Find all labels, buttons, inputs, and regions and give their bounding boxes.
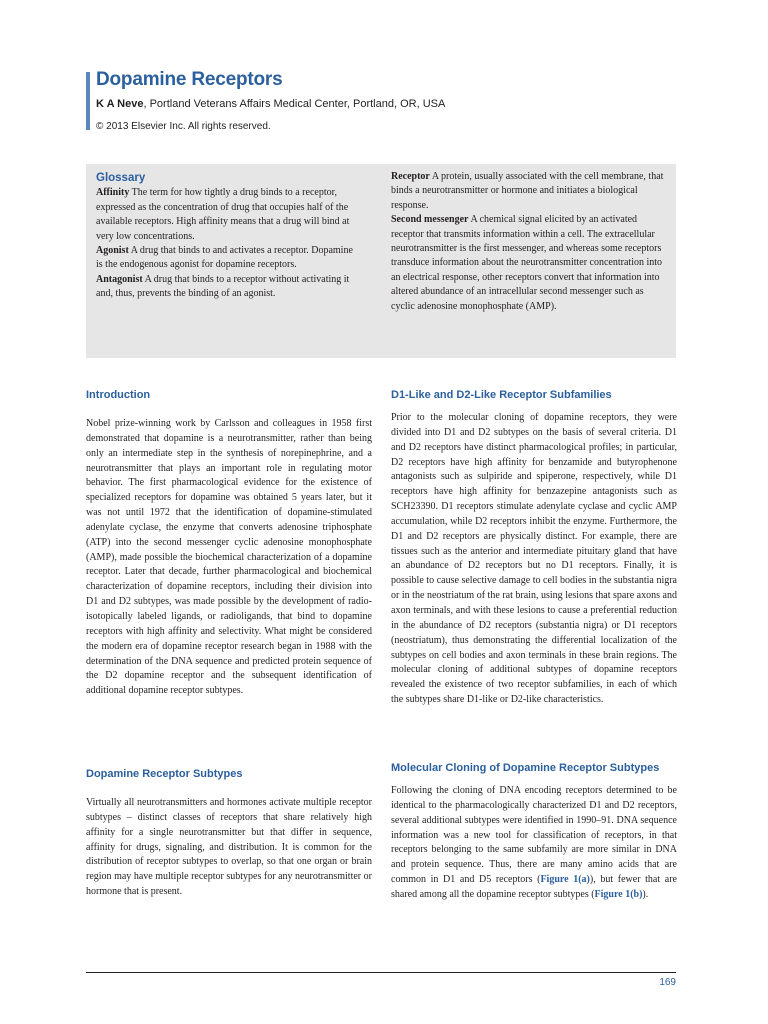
glossary-right-column <box>391 170 669 314</box>
glossary-entry <box>96 244 358 273</box>
cloning-body <box>391 784 677 903</box>
page-number: 169 <box>659 977 676 988</box>
glossary-left-column <box>96 171 358 302</box>
subtypes-body <box>86 796 372 900</box>
glossary-entry <box>391 170 669 213</box>
glossary-definition: A drug that binds to a receptor without activating it and, thus, prevents the binding of an agonist. <box>96 273 350 300</box>
introduction-body <box>86 417 372 699</box>
affiliation-text: , Portland Veterans Affairs Medical Center, Portland, OR, USA <box>143 98 446 110</box>
section-heading-subfamilies: D1-Like and D2-Like Receptor Subfamilies <box>391 389 612 401</box>
article-title: Dopamine Receptors <box>96 69 283 90</box>
glossary-entry <box>96 186 358 244</box>
author-name: K A Neve <box>96 98 144 110</box>
footer-rule <box>86 972 676 973</box>
subfamilies-body <box>391 411 677 708</box>
glossary-definition: A drug that binds to and activates a receptor. Dopamine is the endogenous agonist for dopamine receptors. <box>96 245 353 271</box>
subfamilies-paragraph: Prior to the molecular cloning of dopamine receptors, they were divided into D1 and D2 subtypes on the basis of several criteria. D1 and D2 receptors have distinct pharmacological profiles; in particular, D2 receptors have high affinity for benzamide and butyrophenone antagonists such as sulpiride and spiperone, respectively, while D1 receptors have high affinity for benzazepine antagonists such as SCH23390. D1 receptors stimulate adenylate cyclase and cyclic AMP accumulation, while D2 receptors inhibit the enzyme. Furthermore, the D1 and D2 receptors are physically distinct. For example, there are tissues such as the anterior and intermediate pituitary gland that have an abundance of D2 receptors but no D1 receptors. Finally, it is possible to cause selective damage to cell bodies in the substantia nigra or in the neostriatum of the rat brain, using lesions that spare axons and axon terminals, and with these lesions to cause a preferential reduction in the abundance of D2 receptors (substantia nigra) or D1 receptors (neostriatum), thus demonstrating the differential localization of the subtypes on cell bodies and axon terminals in these brain regions. The molecular cloning of additional subtypes of dopamine receptors revealed the existence of two receptor subfamilies, in each of which the subtypes share D1-like or D2-like characteristics. <box>391 412 677 706</box>
glossary-box <box>86 164 676 358</box>
section-heading-subtypes: Dopamine Receptor Subtypes <box>86 768 243 780</box>
glossary-term: Antagonist <box>96 273 143 285</box>
cloning-paragraph <box>391 784 677 903</box>
header-accent-bar <box>86 72 90 130</box>
glossary-definition: A chemical signal elicited by an activated receptor that transmits information within a cell. The extracellular neurotransmitter is the first messenger, and whereas some receptors transduce information about the neurotransmitter concentration into an electrical response, other receptors convert that information into altered abundance of an intracellular second messenger such as cyclic adenosine monophosphate (AMP). <box>391 214 663 312</box>
glossary-entry <box>96 273 358 302</box>
glossary-term: Agonist <box>96 245 129 257</box>
cloning-text-c: ). <box>642 888 649 900</box>
figure-1a-link[interactable]: Figure 1(a) <box>540 874 590 886</box>
section-heading-introduction: Introduction <box>86 389 151 401</box>
figure-1b-link[interactable]: Figure 1(b) <box>594 888 643 900</box>
introduction-paragraph: Nobel prize-winning work by Carlsson and colleagues in 1958 first demonstrated that dopamine is a neurotransmitter, rather than being only an intermediate step in the synthesis of norepinephrine, and a neurotransmitter that plays an important role in regulating motor behavior. The first pharmacological evidence for the existence of specialized receptors for dopamine was obtained 5 years later, but it was not until 1972 that the identification of dopamine-stimulated adenylate cyclase, the enzyme that converts adenosine triphosphate (ATP) into the second messenger cyclic adenosine monophosphate (AMP), made possible the biochemical characterization of a dopamine receptor. Later that decade, further pharmacological and biochemical characterization of dopamine receptors, including their division into D1 and D2 subtypes, was made possible by the development of radioisotopically labeled ligands, or radioligands, that bind to dopamine receptors with high affinity and selectivity. What might be considered the modern era of dopamine receptor research began in 1988 with the determination of the DNA sequence and predicted protein sequence of the D2 dopamine receptor and the subsequent identification of additional dopamine receptor subtypes. <box>86 418 372 697</box>
glossary-entry <box>391 213 669 314</box>
glossary-term: Receptor <box>391 171 430 182</box>
glossary-definition: A protein, usually associated with the cell membrane, that binds a neurotransmitter or hormone and initiates a biological response. <box>391 171 664 211</box>
cloning-text-b: ), but fewer that are shared among all the dopamine receptor subtypes ( <box>391 874 677 900</box>
cloning-text-a: Following the cloning of DNA encoding receptors determined to be identical to the pharmacologically characterized D1 and D2 receptors, several additional subtypes were identified in 1990–91. DNA sequence information was a new tool for classification of receptors, in that receptors belonging to the same subfamily are more similar in DNA and protein sequence. Thus, there are many amino acids that are common in D1 and D5 receptors ( <box>391 785 677 886</box>
glossary-term: Affinity <box>96 187 130 199</box>
author-affiliation <box>96 98 445 110</box>
copyright-notice: © 2013 Elsevier Inc. All rights reserved. <box>96 121 271 132</box>
glossary-title: Glossary <box>96 172 146 184</box>
glossary-term: Second messenger <box>391 214 469 226</box>
subtypes-paragraph: Virtually all neurotransmitters and hormones activate multiple receptor subtypes – distinct classes of receptors that share relatively high affinity for a single neurotransmitter but that differ in sequence, affinity for drugs, signaling, and distribution. It is common for the distribution of receptor subtypes to overlap, so that one organ or brain region may have multiple receptor subtypes for any neurotransmitter or hormone that is present. <box>86 797 372 898</box>
section-heading-cloning: Molecular Cloning of Dopamine Receptor Subtypes <box>391 762 660 774</box>
glossary-definition: The term for how tightly a drug binds to a receptor, expressed as the concentration of drug that occupies half of the available receptors. High affinity means that a drug will bind at very low concentrations. <box>96 187 350 242</box>
